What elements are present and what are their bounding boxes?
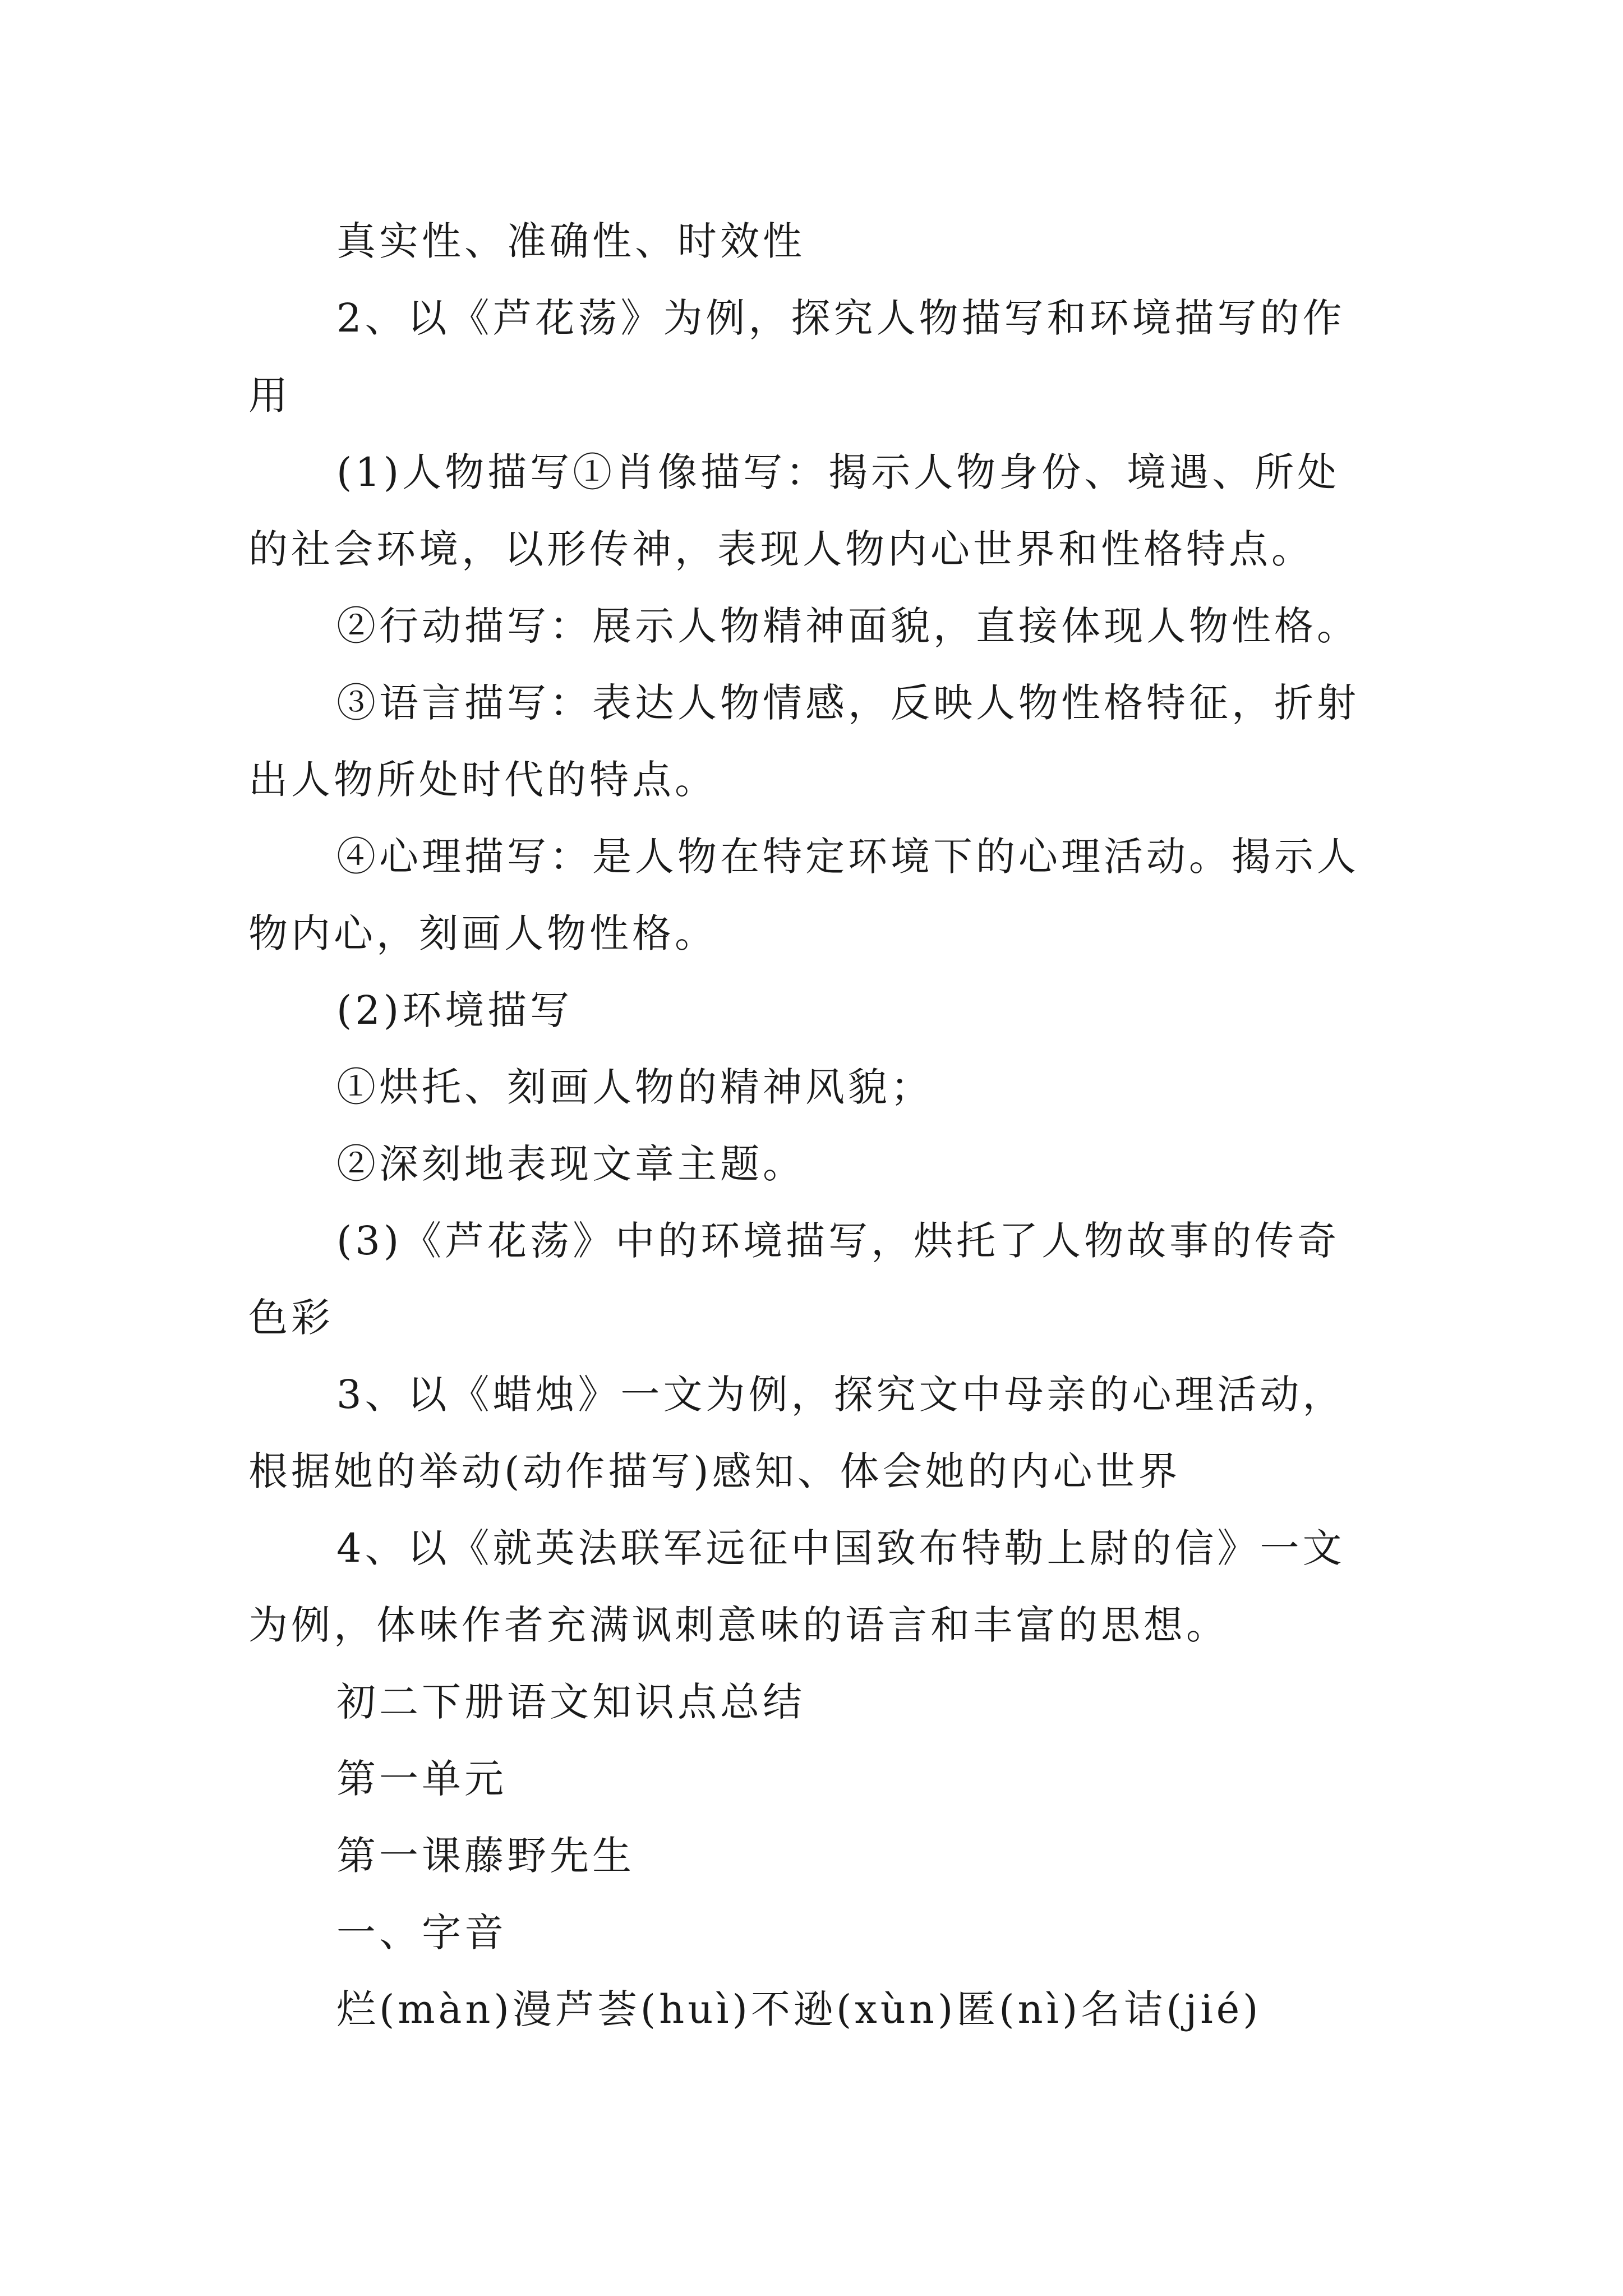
text-line: 烂(màn)漫芦荟(huì)不逊(xùn)匿(nì)名诘(jié)	[336, 1986, 1262, 2032]
text-line: 第一单元	[336, 1756, 507, 1802]
text-line: ②深刻地表现文章主题。	[336, 1141, 805, 1187]
text-line: 物内心，刻画人物性格。	[248, 910, 717, 956]
text-line: ③语言描写：表达人物情感，反映人物性格特征，折射	[336, 680, 1359, 726]
text-line: ④心理描写：是人物在特定环境下的心理活动。揭示人	[336, 834, 1359, 880]
text-line: 4、以《就英法联军远征中国致布特勒上尉的信》一文	[336, 1525, 1345, 1571]
text-line: 初二下册语文知识点总结	[336, 1679, 805, 1725]
text-line: 用	[248, 372, 291, 418]
text-line: 色彩	[248, 1295, 334, 1341]
text-line: 根据她的举动(动作描写)感知、体会她的内心世界	[248, 1448, 1181, 1494]
text-line: (3)《芦花荡》中的环境描写，烘托了人物故事的传奇	[336, 1218, 1340, 1264]
text-line: 为例，体味作者充满讽刺意味的语言和丰富的思想。	[248, 1602, 1229, 1648]
text-line: (2)环境描写	[336, 987, 573, 1033]
text-line: ②行动描写：展示人物精神面貌，直接体现人物性格。	[336, 603, 1359, 649]
text-line: (1)人物描写①肖像描写：揭示人物身份、境遇、所处	[336, 449, 1340, 495]
text-line: 一、字音	[336, 1910, 507, 1955]
text-line: 的社会环境，以形传神，表现人物内心世界和性格特点。	[248, 526, 1314, 572]
text-line: 真实性、准确性、时效性	[336, 218, 805, 264]
text-line: 第一课藤野先生	[336, 1833, 635, 1879]
text-line: 2、以《芦花荡》为例，探究人物描写和环境描写的作	[336, 295, 1345, 341]
text-line: ①烘托、刻画人物的精神风貌；	[336, 1064, 933, 1110]
text-line: 出人物所处时代的特点。	[248, 757, 717, 803]
text-line: 3、以《蜡烛》一文为例，探究文中母亲的心理活动，	[336, 1372, 1345, 1418]
